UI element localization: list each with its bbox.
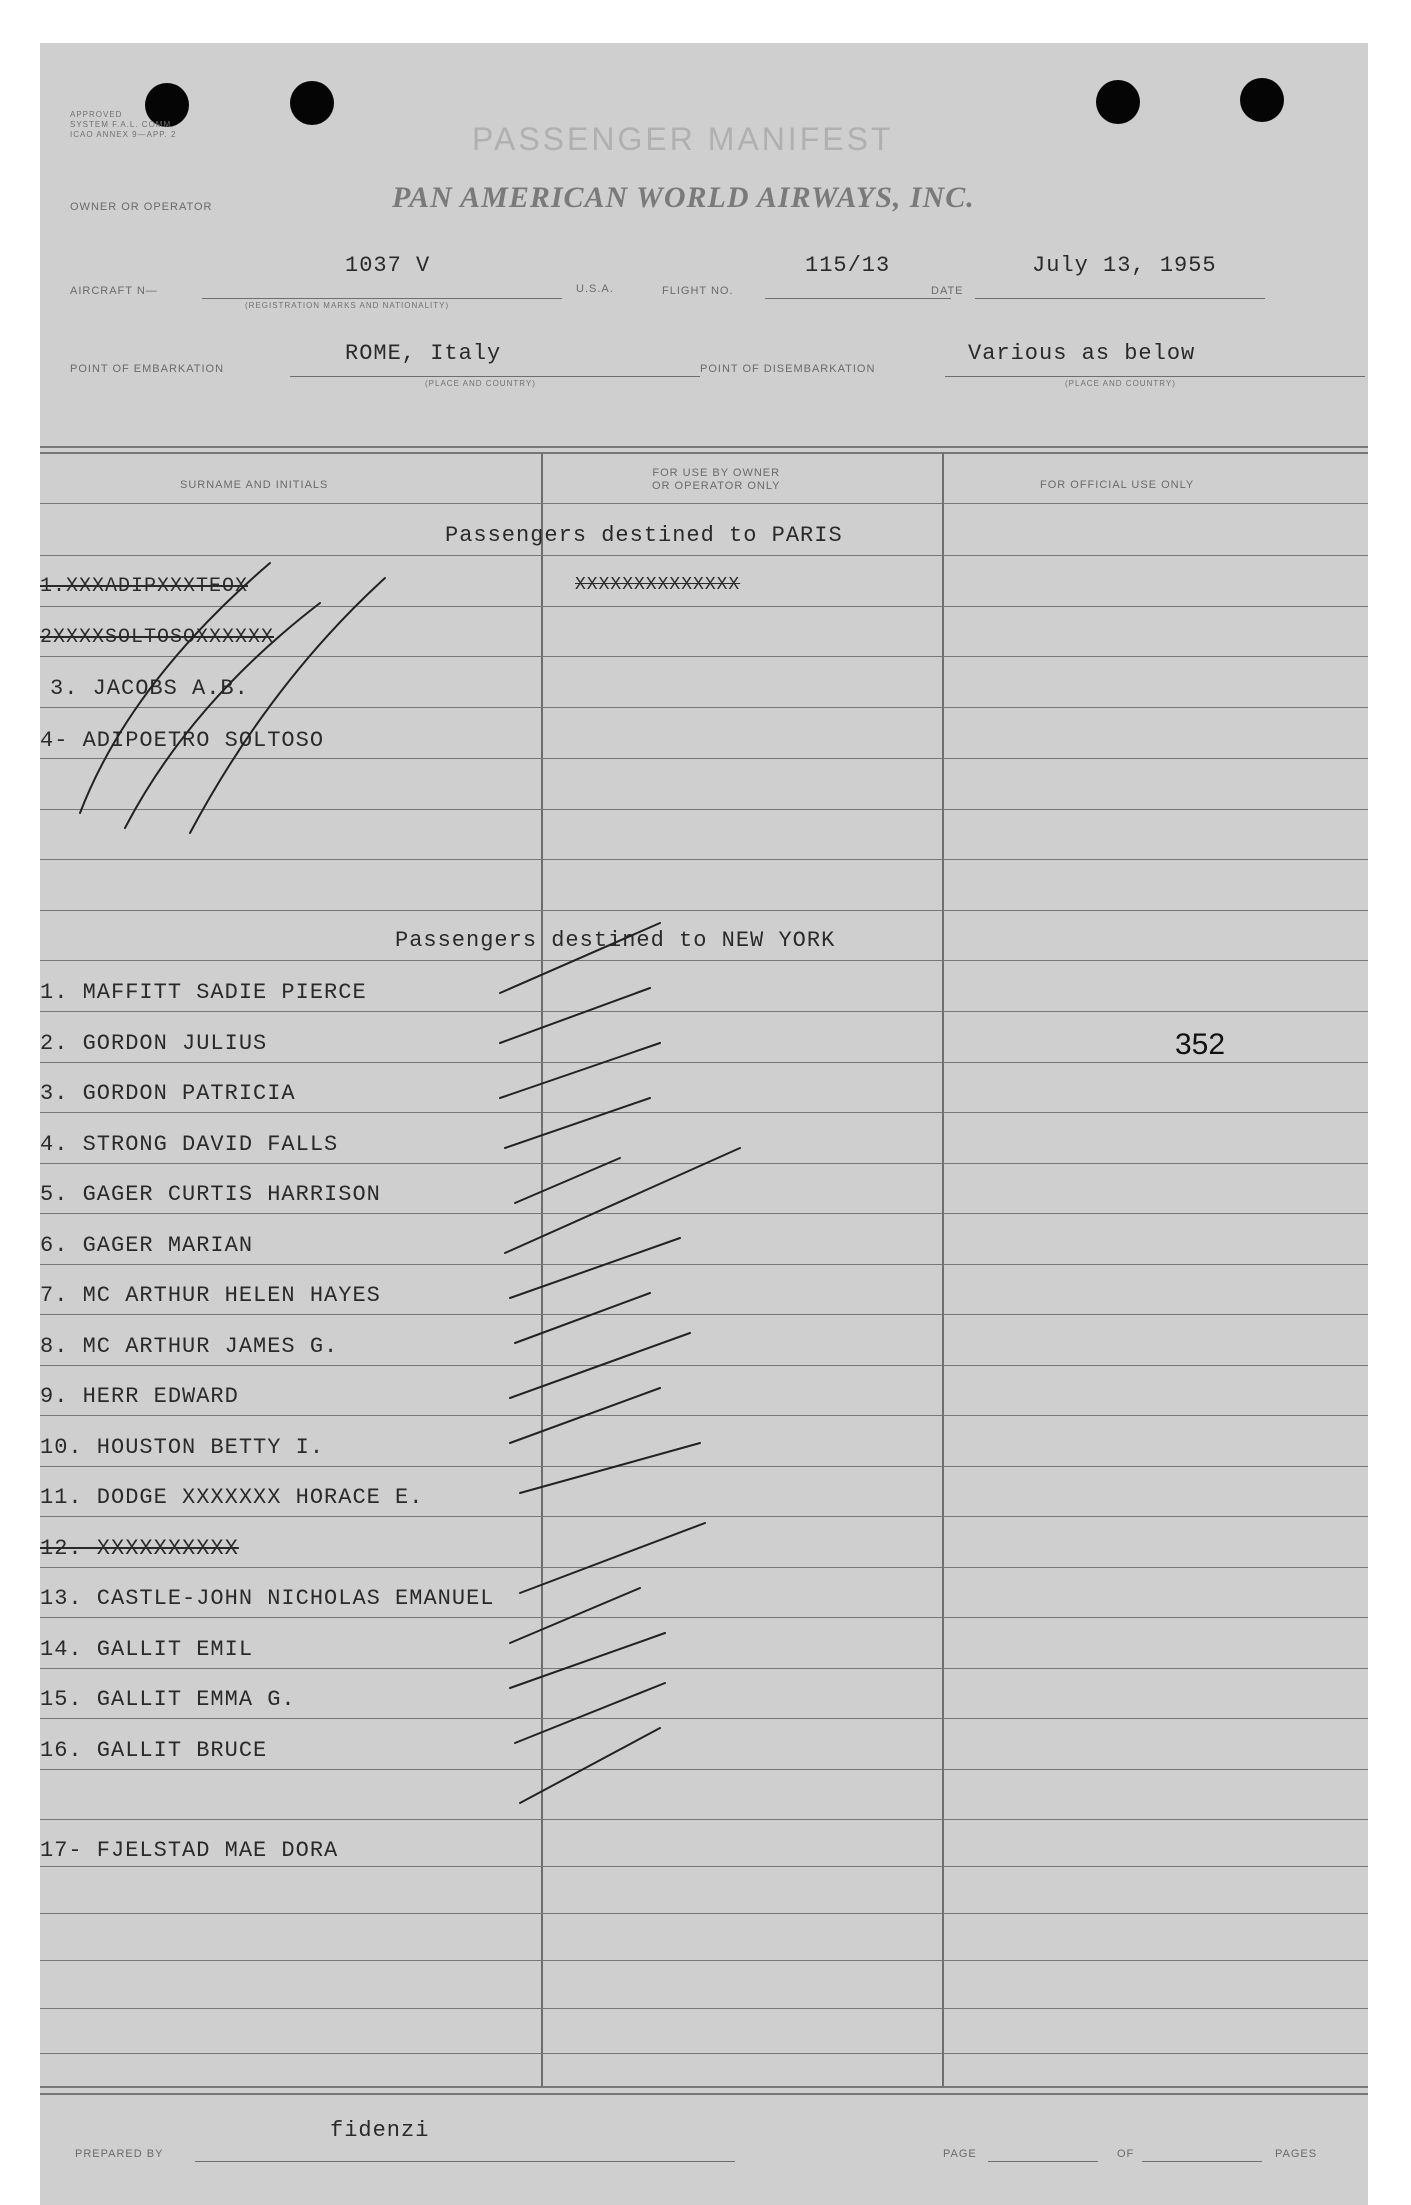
passenger-row-struck: 1.XXXADIPXXXTEOX bbox=[40, 575, 249, 598]
embark-label: POINT OF EMBARKATION bbox=[70, 363, 225, 375]
of-label: OF bbox=[1117, 2148, 1135, 2160]
official-note: 352 bbox=[1175, 1028, 1226, 1061]
embark-caption: (PLACE AND COUNTRY) bbox=[425, 379, 536, 388]
disembark-place: Various as below bbox=[968, 341, 1196, 366]
owner-note-struck: XXXXXXXXXXXXXX bbox=[575, 575, 741, 595]
pen-marks bbox=[40, 43, 1368, 2205]
passenger-row: 8. MC ARTHUR JAMES G. bbox=[40, 1334, 339, 1359]
paris-heading: Passengers destined to PARIS bbox=[445, 523, 843, 548]
surname-column-header: SURNAME AND INITIALS bbox=[180, 479, 329, 491]
disembark-label: POINT OF DISEMBARKATION bbox=[700, 363, 876, 375]
registration-caption: (REGISTRATION MARKS AND NATIONALITY) bbox=[245, 301, 450, 310]
aircraft-label: AIRCRAFT N— bbox=[70, 285, 158, 297]
passenger-row: 3. GORDON PATRICIA bbox=[40, 1081, 296, 1106]
pages-label: PAGES bbox=[1275, 2148, 1318, 2160]
country-label: U.S.A. bbox=[576, 283, 614, 295]
flight-date: July 13, 1955 bbox=[1032, 253, 1217, 278]
passenger-row: 1. MAFFITT SADIE PIERCE bbox=[40, 980, 367, 1005]
flight-label: FLIGHT NO. bbox=[662, 285, 734, 297]
passenger-row: 2. GORDON JULIUS bbox=[40, 1031, 268, 1056]
passenger-row: 6. GAGER MARIAN bbox=[40, 1233, 254, 1258]
passenger-row: 10. HOUSTON BETTY I. bbox=[40, 1435, 325, 1460]
page-label: PAGE bbox=[943, 2148, 977, 2160]
prepared-by-name: fidenzi bbox=[330, 2118, 430, 2143]
passenger-row-struck: 2XXXXSOLTOSOXXXXXX bbox=[40, 626, 275, 649]
passenger-row: 4. STRONG DAVID FALLS bbox=[40, 1132, 339, 1157]
passenger-row: 4- ADIPOETRO SOLTOSO bbox=[40, 728, 325, 753]
embark-place: ROME, Italy bbox=[345, 341, 502, 366]
passenger-row: 7. MC ARTHUR HELEN HAYES bbox=[40, 1283, 381, 1308]
passenger-row: 17- FJELSTAD MAE DORA bbox=[40, 1838, 339, 1863]
passenger-row: 9. HERR EDWARD bbox=[40, 1384, 239, 1409]
form-title: PASSENGER MANIFEST bbox=[472, 121, 894, 157]
disembark-caption: (PLACE AND COUNTRY) bbox=[1065, 379, 1176, 388]
date-label: DATE bbox=[931, 285, 964, 297]
passenger-row: 5. GAGER CURTIS HARRISON bbox=[40, 1182, 381, 1207]
passenger-row: 3. JACOBS A.B. bbox=[50, 676, 249, 701]
flight-number: 115/13 bbox=[805, 253, 891, 278]
passenger-row: 16. GALLIT BRUCE bbox=[40, 1738, 268, 1763]
passenger-row: 11. DODGE XXXXXXX HORACE E. bbox=[40, 1485, 424, 1510]
passenger-row: 12. XXXXXXXXXX bbox=[40, 1536, 239, 1561]
official-column-header: FOR OFFICIAL USE ONLY bbox=[1040, 479, 1195, 491]
newyork-heading: Passengers destined to NEW YORK bbox=[395, 928, 836, 953]
prepared-by-label: PREPARED BY bbox=[75, 2148, 164, 2160]
manifest-sheet bbox=[40, 43, 1368, 2205]
aircraft-number: 1037 V bbox=[345, 253, 431, 278]
operator-name: PAN AMERICAN WORLD AIRWAYS, INC. bbox=[392, 181, 975, 214]
passenger-row: 13. CASTLE-JOHN NICHOLAS EMANUEL bbox=[40, 1586, 495, 1611]
approval-note: APPROVED SYSTEM F.A.L. COMM. ICAO ANNEX 9—APP. 2 bbox=[70, 110, 177, 139]
owner-column-header: FOR USE BY OWNER OR OPERATOR ONLY bbox=[652, 467, 781, 492]
passenger-row: 15. GALLIT EMMA G. bbox=[40, 1687, 296, 1712]
passenger-row: 14. GALLIT EMIL bbox=[40, 1637, 254, 1662]
owner-label: OWNER OR OPERATOR bbox=[70, 201, 213, 213]
